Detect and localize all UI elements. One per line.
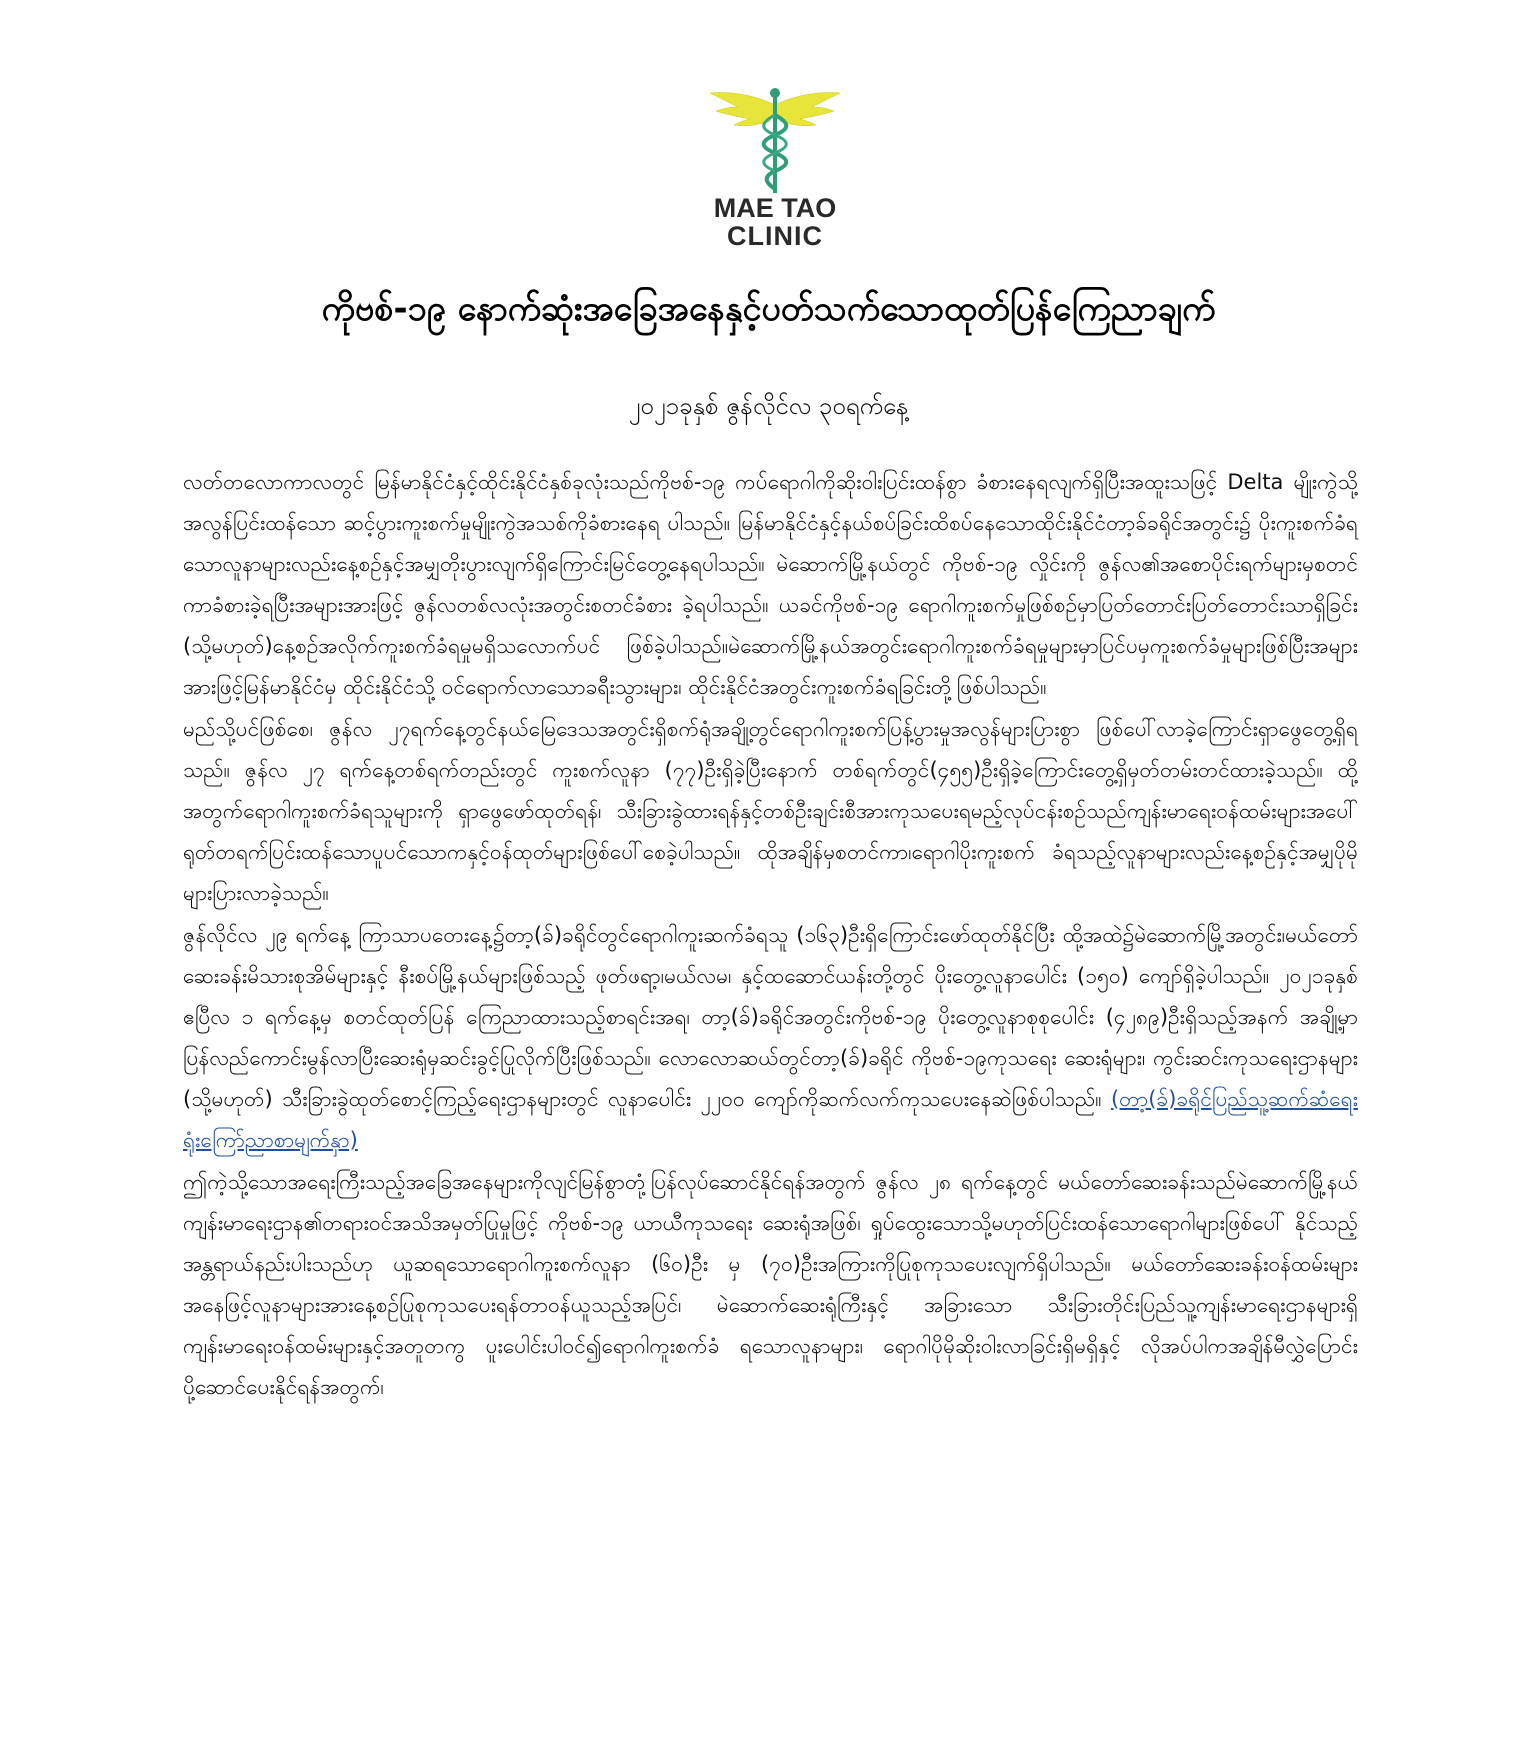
paragraph-1: လတ်တလောကာလတွင် မြန်မာနိုင်ငံနှင့်ထိုင်းနိုင်ငံနှစ်ခုလုံးသည်ကိုဗစ်-၁၉ ကပ်ရောဂါကိုဆိုးဝါးပြင်းထန်စွာ ခံစားနေရလျက်ရှိပြီးအထူးသဖြင့် Delta မျိုးကွဲသို့အလွန်ပြင်းထန်သော ဆင့်ပွားကူးစက်မှုမျိုးကွဲအသစ်ကိုခံစားနေရ ပါသည်။ မြန်မာနိုင်ငံနှင့်နယ်စပ်ခြင်းထိစပ်နေသောထိုင်းနိုင်ငံတာ့ခ်ခရိုင်အတွင်း၌ ပိုးကူးစက်ခံရသောလူနာများလည်းနေ့စဉ်နှင့်အမျှတိုးပွားလျက်ရှိကြောင်းမြင်တွေ့နေရပါသည်။ မဲဆောက်မြို့နယ်တွင် ကိုဗစ်-၁၉ လှိုင်းကို ဇွန်လ၏အစောပိုင်းရက်များမှစတင်ကာခံစားခဲ့ရပြီးအများအားဖြင့် ဇွန်လတစ်လလုံးအတွင်းစတင်ခံစား ခဲ့ရပါသည်။ ယခင်ကိုဗစ်-၁၉ ရောဂါကူးစက်မှုဖြစ်စဉ်မှာပြတ်တောင်းပြတ်တောင်းသာရှိခြင်း (သို့မဟုတ်)နေ့စဉ်အလိုက်ကူးစက်ခံရမှုမရှိသလောက်ပင် ဖြစ်ခဲ့ပါသည်။မဲဆောက်မြို့နယ်အတွင်းရောဂါကူးစက်ခံရမှုများမှာပြင်ပမှကူးစက်ခံမှုများဖြစ်ပြီးအများအားဖြင့်မြန်မာနိုင်ငံမှ ထိုင်းနိုင်ငံသို့ ဝင်ရောက်လာသောခရီးသွားများ၊ ထိုင်းနိုင်ငံအတွင်းကူးစက်ခံရခြင်းတို့ဖြစ်ပါသည်။ <box>183 470 1358 699</box>
logo-line-1: MAE TAO <box>713 193 837 223</box>
page-title: ကိုဗစ်-၁၉ နောက်ဆုံးအခြေအနေနှင့်ပတ်သက်သောထုတ်ပြန်ကြေညာချက် <box>321 289 1216 329</box>
document-body <box>183 462 1358 1409</box>
paragraph-3-text: ဇွန်လိုင်လ ၂၉ ရက်နေ့ ကြာသာပတေးနေ့၌တာ့(ခ်)ခရိုင်တွင်ရောဂါကူးဆက်ခံရသူ (၁၆၃)ဦးရှိကြောင်းဖော်ထုတ်နိုင်ပြီး ထို့အထဲ၌မဲဆောက်မြို့အတွင်း၊မယ်တော်ဆေးခန်းမိသားစုအိမ်များနှင့် နီးစပ်မြို့နယ်များဖြစ်သည့် ဖုတ်ဖရာ့၊မယ်လမ၊ နှင့်ထဆောင်ယန်းတို့တွင် ပိုးတွေ့လူနာပေါင်း (၁၅၀) ကျော်ရှိခဲ့ပါသည်။ ၂၀၂၁ခုနှစ် ဧပြီလ ၁ ရက်နေ့မှ စတင်ထုတ်ပြန် ကြေညာထားသည့်စာရင်းအရ၊ တာ့(ခ်)ခရိုင်အတွင်းကိုဗစ်-၁၉ ပိုးတွေ့လူနာစုစုပေါင်း (၄၂၈၉)ဦးရှိသည့်အနက် အချို့မှာ ပြန်လည်ကောင်းမွန်လာပြီးဆေးရုံမှဆင်းခွင့်ပြုလိုက်ပြီးဖြစ်သည်။ လောလောဆယ်တွင်တာ့(ခ်)ခရိုင် ကိုဗစ်-၁၉ကုသရေး ဆေးရုံများ၊ ကွင်းဆင်းကုသရေးဌာနများ (သို့မဟုတ်) သီးခြားခွဲထုတ်စောင့်ကြည့်ရေးဌာနများတွင် လူနာပေါင်း ၂၂၀၀ ကျော်ကိုဆက်လက်ကုသပေးနေဆဲဖြစ်ပါသည်။ <box>183 923 1358 1111</box>
logo-line-2: CLINIC <box>727 221 823 251</box>
caduceus-icon <box>700 85 850 195</box>
paragraph-2: မည်သို့ပင်ဖြစ်စေ၊ ဇွန်လ ၂၇ရက်နေ့တွင်နယ်မြေဒေသအတွင်းရှိစက်ရုံအချို့တွင်ရောဂါကူးစက်ပြန့်ပွားမှုအလွန်များပြားစွာ ဖြစ်ပေါ်လာခဲ့ကြောင်းရှာဖွေတွေ့ရှိရသည်။ ဇွန်လ ၂၇ ရက်နေ့တစ်ရက်တည်းတွင် ကူးစက်လူနာ (၇၇)ဦးရှိခဲ့ပြီးနောက် တစ်ရက်တွင်(၄၅၅)ဦးရှိခဲ့ကြောင်းတွေ့ရှိမှတ်တမ်းတင်ထားခဲ့သည်။ ထို့အတွက်ရောဂါကူးစက်ခံရသူများကို ရှာဖွေဖော်ထုတ်ရန်၊ သီးခြားခွဲထားရန်နှင့်တစ်ဦးချင်းစီအားကုသပေးရမည့်လုပ်ငန်းစဉ်သည်ကျန်းမာရေးဝန်ထမ်းများအပေါ် ရုတ်တရက်ပြင်းထန်သောပူပင်သောကနှင့်ဝန်ထုတ်များဖြစ်ပေါ်စေခဲ့ပါသည်။ ထိုအချိန်မှစတင်ကာ၊ရောဂါပိုးကူးစက် ခံရသည့်လူနာများလည်းနေ့စဉ်နှင့်အမျှပိုမိုများပြားလာခဲ့သည်။ <box>183 717 1358 905</box>
document-date: ၂၀၂၁ခုနှစ် ဇွန်လိုင်လ ၃၀ရက်နေ့ <box>628 392 909 420</box>
mae-tao-clinic-logo <box>700 85 850 250</box>
paragraph-3 <box>183 915 1358 1161</box>
paragraph-4: ဤကဲ့သို့သောအရေးကြီးသည့်အခြေအနေများကိုလျင်မြန်စွာတုံ့ပြန်လုပ်ဆောင်နိုင်ရန်အတွက် ဇွန်လ ၂၈ ရက်နေ့တွင် မယ်တော်ဆေးခန်းသည်မဲဆောက်မြို့နယ်ကျန်းမာရေးဌာန၏တရားဝင်အသိအမှတ်ပြုမှုဖြင့် ကိုဗစ်-၁၉ ယာယီကုသရေး ဆေးရုံအဖြစ်၊ ရှုပ်ထွေးသောသို့မဟုတ်ပြင်းထန်သောရောဂါများဖြစ်ပေါ် နိုင်သည့်အန္တရာယ်နည်းပါးသည်ဟု ယူဆရသောရောဂါကူးစက်လူနာ (၆၀)ဦး မှ (၇၀)ဦးအကြားကိုပြုစုကုသပေးလျက်ရှိပါသည်။ မယ်တော်ဆေးခန်းဝန်ထမ်းများ အနေဖြင့်လူနာများအားနေ့စဉ်ပြုစုကုသပေးရန်တာဝန်ယူသည့်အပြင်၊ မဲဆောက်ဆေးရုံကြီးနှင့် အခြားသော သီးခြားတိုင်းပြည်သူ့ကျန်းမာရေးဌာနများရှိကျန်းမာရေးဝန်ထမ်းများနှင့်အတူတကွ ပူးပေါင်းပါဝင်၍ရောဂါကူးစက်ခံ ရသောလူနာများ၊ ရောဂါပိုမိုဆိုးဝါးလာခြင်းရှိမရှိနှင့် လိုအပ်ပါကအချိန်မီလွှဲပြောင်းပို့ဆောင်ပေးနိုင်ရန်အတွက်၊ <box>183 1170 1358 1399</box>
press-release-link[interactable]: (တာ့(ခ်)ခရိုင်ပြည်သူ့ဆက်ဆံရေးရုံးကြော်ညာစာမျက်နှာ) <box>183 1087 1358 1152</box>
